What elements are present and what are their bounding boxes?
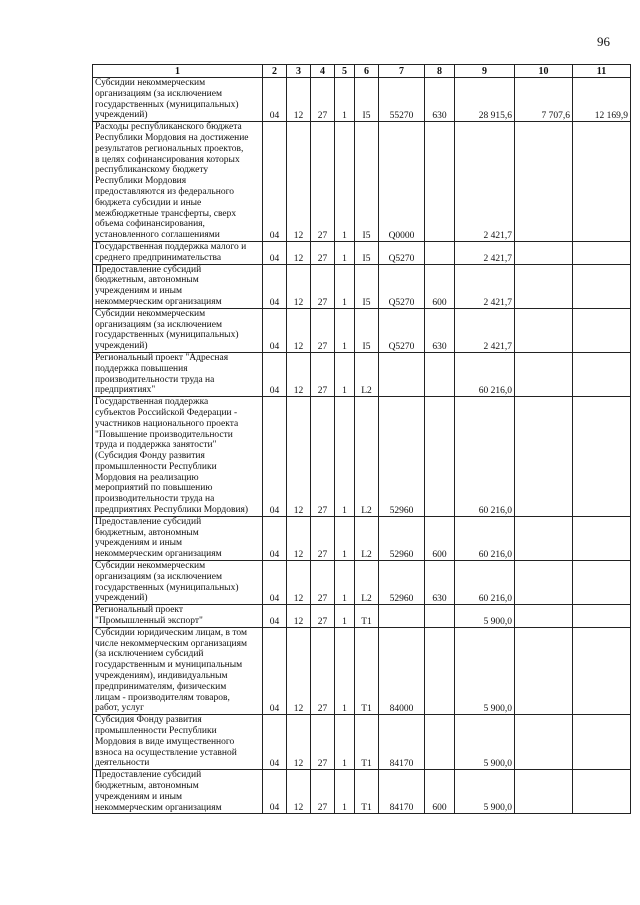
page-number: 96 bbox=[597, 34, 610, 49]
expense-direction-code-cell: 84000 bbox=[379, 627, 425, 714]
amount-col11-cell bbox=[573, 122, 631, 242]
expense-direction-code-cell: 84170 bbox=[379, 715, 425, 770]
amount-col9-cell: 5 900,0 bbox=[455, 627, 515, 714]
expense-direction-code-cell: Q5270 bbox=[379, 308, 425, 352]
expense-type-code-cell: 630 bbox=[425, 78, 455, 122]
item-name-cell: Государственная поддержка малого и среднего предпринимательства bbox=[93, 241, 263, 264]
subprogram-code-cell: 1 bbox=[335, 516, 355, 560]
section-code-cell: 04 bbox=[263, 516, 287, 560]
table-row bbox=[93, 715, 631, 770]
amount-col9-cell: 60 216,0 bbox=[455, 561, 515, 605]
amount-col9-cell: 5 900,0 bbox=[455, 605, 515, 628]
expense-direction-code-cell: 52960 bbox=[379, 397, 425, 517]
amount-col9-cell: 60 216,0 bbox=[455, 397, 515, 517]
amount-col11-cell bbox=[573, 241, 631, 264]
expense-direction-code-cell: 84170 bbox=[379, 770, 425, 814]
item-name-cell: Региональный проект "Адресная поддержка повышения производительности труда на предприятиях" bbox=[93, 352, 263, 396]
subprogram-code-cell: 1 bbox=[335, 627, 355, 714]
expense-type-code-cell bbox=[425, 122, 455, 242]
program-code-cell: 27 bbox=[311, 78, 335, 122]
program-code-cell: 27 bbox=[311, 715, 335, 770]
amount-col10-cell bbox=[515, 397, 573, 517]
amount-col10-cell bbox=[515, 516, 573, 560]
item-name-cell: Субсидии некоммерческим организациям (за исключением государственных (муниципальных) учреждений) bbox=[93, 78, 263, 122]
amount-col9-cell: 5 900,0 bbox=[455, 770, 515, 814]
column-header-5: 5 bbox=[335, 65, 355, 78]
expense-direction-code-cell: 52960 bbox=[379, 561, 425, 605]
amount-col11-cell bbox=[573, 264, 631, 308]
section-code-cell: 04 bbox=[263, 770, 287, 814]
expense-type-code-cell: 630 bbox=[425, 561, 455, 605]
item-name-cell: Субсидия Фонду развития промышленности Республики Мордовия в виде имущественного взноса на осуществление уставной деятельности bbox=[93, 715, 263, 770]
table-header-row bbox=[93, 65, 631, 78]
subprogram-code-cell: 1 bbox=[335, 122, 355, 242]
program-code-cell: 27 bbox=[311, 516, 335, 560]
amount-col11-cell bbox=[573, 715, 631, 770]
table-row bbox=[93, 561, 631, 605]
section-code-cell: 04 bbox=[263, 352, 287, 396]
amount-col11-cell: 12 169,9 bbox=[573, 78, 631, 122]
amount-col10-cell bbox=[515, 715, 573, 770]
section-code-cell: 04 bbox=[263, 308, 287, 352]
amount-col9-cell: 2 421,7 bbox=[455, 122, 515, 242]
subsection-code-cell: 12 bbox=[287, 561, 311, 605]
amount-col9-cell: 5 900,0 bbox=[455, 715, 515, 770]
amount-col9-cell: 60 216,0 bbox=[455, 352, 515, 396]
subsection-code-cell: 12 bbox=[287, 770, 311, 814]
item-name-cell: Субсидии некоммерческим организациям (за исключением государственных (муниципальных) учреждений) bbox=[93, 308, 263, 352]
section-code-cell: 04 bbox=[263, 241, 287, 264]
subprogram-code-cell: 1 bbox=[335, 770, 355, 814]
program-code-cell: 27 bbox=[311, 264, 335, 308]
expense-type-code-cell: 600 bbox=[425, 516, 455, 560]
expense-direction-code-cell: Q5270 bbox=[379, 264, 425, 308]
section-code-cell: 04 bbox=[263, 78, 287, 122]
expense-type-code-cell bbox=[425, 397, 455, 517]
expense-type-code-cell bbox=[425, 241, 455, 264]
subprogram-code-cell: 1 bbox=[335, 397, 355, 517]
item-name-cell: Субсидии юридическим лицам, в том числе некоммерческим организациям (за исключением субсидий государственным и муниципальным учреждениям), индивидуальным предпринимателям, физическим лицам - производителям товаров, работ, услуг bbox=[93, 627, 263, 714]
amount-col9-cell: 28 915,6 bbox=[455, 78, 515, 122]
program-code-cell: 27 bbox=[311, 627, 335, 714]
table-row bbox=[93, 78, 631, 122]
amount-col11-cell bbox=[573, 397, 631, 517]
table-row bbox=[93, 264, 631, 308]
section-code-cell: 04 bbox=[263, 715, 287, 770]
program-code-cell: 27 bbox=[311, 397, 335, 517]
subsection-code-cell: 12 bbox=[287, 627, 311, 714]
column-header-7: 7 bbox=[379, 65, 425, 78]
column-header-11: 11 bbox=[573, 65, 631, 78]
project-code-cell: T1 bbox=[355, 715, 379, 770]
expense-direction-code-cell bbox=[379, 605, 425, 628]
amount-col11-cell bbox=[573, 352, 631, 396]
column-header-6: 6 bbox=[355, 65, 379, 78]
project-code-cell: L2 bbox=[355, 352, 379, 396]
item-name-cell: Региональный проект "Промышленный экспорт" bbox=[93, 605, 263, 628]
subsection-code-cell: 12 bbox=[287, 715, 311, 770]
item-name-cell: Предоставление субсидий бюджетным, автономным учреждениям и иным некоммерческим организациям bbox=[93, 264, 263, 308]
project-code-cell: I5 bbox=[355, 241, 379, 264]
subprogram-code-cell: 1 bbox=[335, 241, 355, 264]
amount-col10-cell bbox=[515, 627, 573, 714]
subsection-code-cell: 12 bbox=[287, 241, 311, 264]
project-code-cell: I5 bbox=[355, 264, 379, 308]
subsection-code-cell: 12 bbox=[287, 308, 311, 352]
column-header-8: 8 bbox=[425, 65, 455, 78]
expense-type-code-cell: 630 bbox=[425, 308, 455, 352]
subsection-code-cell: 12 bbox=[287, 516, 311, 560]
table-body bbox=[93, 78, 631, 814]
item-name-cell: Предоставление субсидий бюджетным, автономным учреждениям и иным некоммерческим организациям bbox=[93, 516, 263, 560]
section-code-cell: 04 bbox=[263, 605, 287, 628]
table-row bbox=[93, 308, 631, 352]
amount-col10-cell: 7 707,6 bbox=[515, 78, 573, 122]
project-code-cell: I5 bbox=[355, 308, 379, 352]
column-header-2: 2 bbox=[263, 65, 287, 78]
program-code-cell: 27 bbox=[311, 561, 335, 605]
subprogram-code-cell: 1 bbox=[335, 264, 355, 308]
program-code-cell: 27 bbox=[311, 122, 335, 242]
section-code-cell: 04 bbox=[263, 397, 287, 517]
amount-col11-cell bbox=[573, 516, 631, 560]
subsection-code-cell: 12 bbox=[287, 122, 311, 242]
expense-type-code-cell bbox=[425, 627, 455, 714]
subprogram-code-cell: 1 bbox=[335, 561, 355, 605]
amount-col9-cell: 60 216,0 bbox=[455, 516, 515, 560]
project-code-cell: T1 bbox=[355, 627, 379, 714]
amount-col10-cell bbox=[515, 561, 573, 605]
amount-col10-cell bbox=[515, 308, 573, 352]
item-name-cell: Предоставление субсидий бюджетным, автономным учреждениям и иным некоммерческим организациям bbox=[93, 770, 263, 814]
section-code-cell: 04 bbox=[263, 627, 287, 714]
expense-type-code-cell bbox=[425, 605, 455, 628]
subprogram-code-cell: 1 bbox=[335, 308, 355, 352]
program-code-cell: 27 bbox=[311, 352, 335, 396]
amount-col11-cell bbox=[573, 605, 631, 628]
amount-col11-cell bbox=[573, 561, 631, 605]
expense-direction-code-cell: Q0000 bbox=[379, 122, 425, 242]
table-row bbox=[93, 605, 631, 628]
column-header-10: 10 bbox=[515, 65, 573, 78]
column-header-1: 1 bbox=[93, 65, 263, 78]
subprogram-code-cell: 1 bbox=[335, 78, 355, 122]
program-code-cell: 27 bbox=[311, 605, 335, 628]
amount-col10-cell bbox=[515, 241, 573, 264]
section-code-cell: 04 bbox=[263, 122, 287, 242]
table-row bbox=[93, 627, 631, 714]
expense-direction-code-cell: 52960 bbox=[379, 516, 425, 560]
subsection-code-cell: 12 bbox=[287, 605, 311, 628]
item-name-cell: Расходы республиканского бюджета Республики Мордовия на достижение результатов региональных проектов, в целях софинансирования которых республиканскому бюджету Республики Мордовия предоставляются из федерального бюджета субсидии и иные межбюджетные трансферты, сверх объема софинансирования, установленного соглашениями bbox=[93, 122, 263, 242]
amount-col11-cell bbox=[573, 308, 631, 352]
amount-col10-cell bbox=[515, 605, 573, 628]
project-code-cell: I5 bbox=[355, 122, 379, 242]
amount-col10-cell bbox=[515, 122, 573, 242]
expense-type-code-cell bbox=[425, 352, 455, 396]
subsection-code-cell: 12 bbox=[287, 397, 311, 517]
column-header-9: 9 bbox=[455, 65, 515, 78]
program-code-cell: 27 bbox=[311, 308, 335, 352]
amount-col10-cell bbox=[515, 264, 573, 308]
table-row bbox=[93, 122, 631, 242]
subprogram-code-cell: 1 bbox=[335, 352, 355, 396]
program-code-cell: 27 bbox=[311, 770, 335, 814]
amount-col10-cell bbox=[515, 352, 573, 396]
project-code-cell: T1 bbox=[355, 770, 379, 814]
project-code-cell: L2 bbox=[355, 516, 379, 560]
expense-direction-code-cell bbox=[379, 352, 425, 396]
expense-type-code-cell bbox=[425, 715, 455, 770]
expense-type-code-cell: 600 bbox=[425, 264, 455, 308]
item-name-cell: Государственная поддержка субъектов Российской Федерации - участников национального проекта "Повышение производительности труда и поддержка занятости" (Субсидия Фонду развития промышленности Республики Мордовия на реализацию мероприятий по повышению производительности труда на предприятиях Республики Мордовия) bbox=[93, 397, 263, 517]
subsection-code-cell: 12 bbox=[287, 78, 311, 122]
amount-col9-cell: 2 421,7 bbox=[455, 264, 515, 308]
expense-type-code-cell: 600 bbox=[425, 770, 455, 814]
project-code-cell: L2 bbox=[355, 561, 379, 605]
project-code-cell: I5 bbox=[355, 78, 379, 122]
table-row bbox=[93, 770, 631, 814]
column-header-3: 3 bbox=[287, 65, 311, 78]
project-code-cell: T1 bbox=[355, 605, 379, 628]
budget-table bbox=[92, 64, 631, 814]
table-row bbox=[93, 516, 631, 560]
program-code-cell: 27 bbox=[311, 241, 335, 264]
amount-col10-cell bbox=[515, 770, 573, 814]
project-code-cell: L2 bbox=[355, 397, 379, 517]
column-header-4: 4 bbox=[311, 65, 335, 78]
section-code-cell: 04 bbox=[263, 561, 287, 605]
expense-direction-code-cell: Q5270 bbox=[379, 241, 425, 264]
subprogram-code-cell: 1 bbox=[335, 605, 355, 628]
item-name-cell: Субсидии некоммерческим организациям (за исключением государственных (муниципальных) учреждений) bbox=[93, 561, 263, 605]
amount-col11-cell bbox=[573, 770, 631, 814]
amount-col9-cell: 2 421,7 bbox=[455, 308, 515, 352]
subsection-code-cell: 12 bbox=[287, 264, 311, 308]
table-row bbox=[93, 352, 631, 396]
table-row bbox=[93, 241, 631, 264]
table-row bbox=[93, 397, 631, 517]
subprogram-code-cell: 1 bbox=[335, 715, 355, 770]
section-code-cell: 04 bbox=[263, 264, 287, 308]
subsection-code-cell: 12 bbox=[287, 352, 311, 396]
amount-col11-cell bbox=[573, 627, 631, 714]
expense-direction-code-cell: 55270 bbox=[379, 78, 425, 122]
amount-col9-cell: 2 421,7 bbox=[455, 241, 515, 264]
